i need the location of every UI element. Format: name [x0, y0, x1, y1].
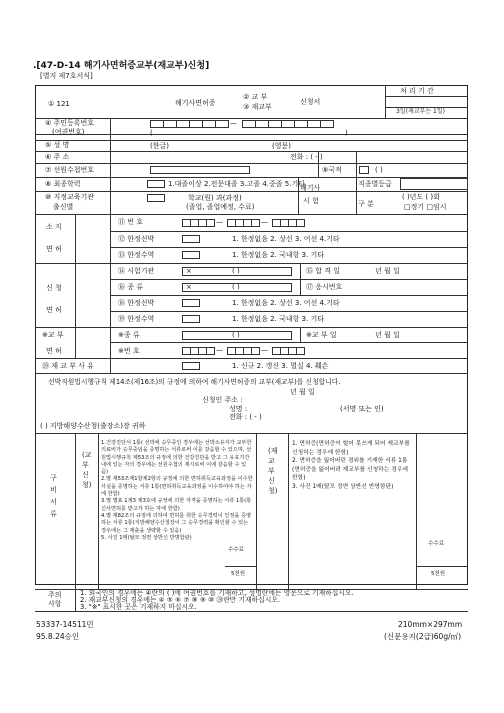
processing-period-value: 3일(재교부는 1일) — [396, 108, 445, 115]
school-input[interactable] — [147, 194, 165, 202]
name-label: ⑤ 성 명 — [45, 141, 70, 149]
reissue-reason-label: ⑳ 재 교 부 사 유 — [42, 362, 94, 370]
education-label: ⑧ 최종학력 — [45, 180, 81, 188]
digit-cell[interactable] — [251, 219, 260, 227]
digit-cell[interactable] — [242, 120, 256, 128]
nationality-checkbox[interactable] — [359, 166, 369, 174]
note-item: 3. "※" 표시한 곳은 기재하지 마십시오. — [80, 603, 197, 611]
owned-route-options: 1. 한정없음 2. 상선 3. 어선 4.기타 — [232, 235, 340, 243]
annex-label: [별지 제7호서식] — [40, 72, 93, 80]
address-phone[interactable]: 전화 : ( - ) — [290, 153, 323, 161]
issue-doc-item: 2.별 제53조제1항제2항의 규정에 의한 면허취득교육과정을 이수한 사실을 증명하는 서류 1통(면허취득교육과정을 이수하여야 하는 자에 한함) — [101, 476, 253, 498]
applied-route-label: ⑱ 한정선박 — [118, 299, 155, 307]
grade-input[interactable] — [400, 178, 468, 190]
passport-label: (여권번호) — [52, 128, 85, 136]
digit-cell[interactable] — [296, 347, 305, 355]
name-english-field[interactable]: (영문) — [272, 142, 291, 150]
applicant-address[interactable]: 신청인 주소 : — [202, 396, 243, 404]
license-label: 해기사면허증 — [175, 99, 216, 107]
digit-cell[interactable] — [189, 120, 203, 128]
applied-route-options: 1. 한정없음 2. 상선 3. 어선 4.기타 — [232, 299, 340, 307]
applied-license-label-1: 신 청 — [46, 284, 62, 292]
owned-route-input[interactable] — [182, 235, 200, 243]
applied-type-label: ⑯ 종 류 — [118, 283, 143, 291]
recipient-office: ( ) 지방해양수산청(출장소)장 귀하 — [40, 422, 146, 430]
reissue-docs-label: (재교부신청) — [268, 447, 278, 495]
digit-cell[interactable] — [206, 219, 215, 227]
digit-cell[interactable] — [215, 120, 229, 128]
documents-label: 구 비 서 류 — [50, 474, 57, 518]
reissue-docs-list — [292, 440, 414, 491]
digit-separator: — — [216, 218, 223, 226]
applicant-phone[interactable]: 전화 : ( - ) — [229, 413, 262, 421]
issue-number-label: ※번 호 — [118, 347, 140, 355]
receipt-number: ① 121 — [48, 100, 70, 108]
owned-water-options: 1. 한정없음 2. 국내항 3. 기타 — [232, 251, 325, 259]
digit-cell[interactable] — [206, 347, 215, 355]
form-title: .[47-D-14 해기사면허증교부(재교부)신청] — [33, 61, 210, 71]
exam-label: 해기사 — [300, 184, 321, 192]
exam-regular-option[interactable]: □정기 □임시 — [404, 203, 447, 211]
declaration-date[interactable]: 년 월 일 — [290, 388, 315, 396]
school-label-2: 출신별 — [53, 203, 74, 211]
address-label: ⑥ 주 소 — [45, 153, 70, 161]
paper-size: 210mm×297mm — [398, 620, 463, 629]
digit-separator: — — [261, 218, 268, 226]
name-korean-field[interactable]: (한글) — [150, 142, 169, 150]
issue-doc-item: 1.건강진단서 1통( 선박에 승무중인 경우에는 선박소유자가 교부한 의료비가 승무중임을 증명하는 서류로써 이를 갈음할 수 있으며, 선원법시행규칙 제53조의 규정에 의한 건강진단을 받고 그 유효기간내에 있는 자의 경우에는 선원수첩의 제시로써 이에 갈음할 수 있음) — [101, 440, 252, 476]
applied-exam-no-label: ⑰ 응시번호 — [306, 283, 343, 291]
issue-option: ② 교 부 — [243, 93, 268, 101]
reissue-doc-item: 1. 면허증(면허증이 헐어 못쓰게 되어 재교부를 신청하는 경우에 한함) — [292, 441, 410, 456]
reissue-doc-item: 3. 사진 1매(탈모 정면 상반신 반명함판) — [292, 483, 394, 490]
seaman-book-label: ⑦ 선원수첩번호 — [45, 166, 95, 174]
issue-docs-list — [101, 440, 253, 542]
nationality-input[interactable]: ( ) — [375, 166, 383, 174]
note-item: 2. 재교부신청의 경우에는 ④ ⑤ ⑥ ⑦ ⑧ ⑨ ⑩ ⑳란만 기재하십시오. — [80, 596, 281, 604]
digit-cell[interactable] — [202, 120, 216, 128]
pass-date-label: ⑮ 합 격 일 — [306, 267, 340, 275]
applied-water-label: ⑲ 한정수역 — [118, 315, 155, 323]
digit-cell[interactable] — [296, 219, 305, 227]
issue-date-label: ※교 부 일 — [306, 331, 337, 339]
owned-license-label-2: 면 허 — [46, 245, 62, 253]
seaman-book-input[interactable] — [150, 166, 250, 174]
pass-date-value[interactable]: 년 월 일 — [375, 267, 400, 275]
passport-paren-close: ) — [345, 129, 348, 137]
digit-separator: — — [261, 346, 268, 354]
processing-period-label: 처 리 기 간 — [400, 87, 434, 95]
notes-label: 주의 사항 — [48, 591, 62, 608]
applied-type-paren: ( ) — [232, 283, 240, 291]
digit-cell[interactable] — [281, 120, 295, 128]
digit-cell[interactable] — [163, 120, 177, 128]
issue-fee-label: 수수료 — [228, 547, 244, 553]
owned-water-input[interactable] — [182, 251, 200, 259]
reissue-reason-input[interactable] — [182, 362, 200, 370]
owned-number-label: ⑪ 번 호 — [118, 218, 143, 226]
applicant-name[interactable]: 성명 : — [229, 405, 248, 413]
exam-office-check: × — [186, 267, 192, 275]
division-label: 구 분 — [358, 200, 374, 208]
school-label: ⑩ 지정교육기관 — [45, 193, 95, 201]
applicant-signature[interactable]: (서명 또는 인) — [340, 405, 384, 413]
exam-office-label: ⑭ 시험기관 — [118, 267, 155, 275]
education-input[interactable] — [147, 180, 165, 188]
applied-water-input[interactable] — [182, 315, 200, 323]
reissue-option: ③ 재교부 — [243, 103, 272, 111]
application-label: 신청서 — [300, 98, 321, 106]
reissue-fee-value: 5천원 — [431, 571, 446, 577]
issue-type-paren: ( ) — [232, 331, 240, 339]
issue-doc-item: 5. 사진 1매(탈모 정면 상반신 반명함판) — [101, 534, 192, 541]
issue-docs-label: (교부신청) — [82, 451, 92, 489]
issue-type-label: ※종 류 — [118, 331, 140, 339]
digit-separator: — — [230, 119, 237, 127]
paper-type: (신문용지(2급)60g/㎡) — [384, 632, 462, 641]
digit-cell[interactable] — [255, 120, 269, 128]
digit-cell[interactable] — [176, 120, 190, 128]
declaration-statement: 선박직원법시행규칙 제14조(제16조)의 규정에 의하여 해기사면허증의 교부(재교부)를 신청합니다. — [48, 378, 341, 386]
education-options: 1.대졸이상 2.전문대졸 3.고졸 4.중졸 5.기타 — [168, 180, 305, 188]
passport-paren: ( — [150, 129, 153, 137]
grade-label: 직종별등급 — [358, 180, 392, 188]
applied-route-input[interactable] — [182, 299, 200, 307]
digit-cell[interactable] — [150, 120, 164, 128]
applied-license-label-2: 면 허 — [46, 306, 62, 314]
rrn-label: ④ 주민등록번호 — [45, 119, 95, 127]
digit-cell[interactable] — [294, 120, 308, 128]
issue-license-label-1: ※교 부 — [42, 331, 64, 339]
issue-doc-item: 3.별 별표 1제3 제3호에 규정에 의한 자격을 증명하는 서류 1통(통신사면허를 받고자 하는 자에 한함) — [101, 498, 252, 512]
issue-date-value[interactable]: 년 월 일 — [375, 331, 400, 339]
applied-water-options: 1. 한정없음 2. 국내항 3. 기타 — [232, 315, 325, 323]
notes-list — [80, 590, 354, 611]
reissue-fee-label: 수수료 — [428, 541, 444, 547]
digit-cell[interactable] — [268, 120, 282, 128]
school-text: 학교(원) 과(과정) — [188, 194, 242, 202]
applied-type-check: × — [186, 283, 192, 291]
issue-license-label-2: 면 허 — [46, 347, 62, 355]
nationality-label: ⑨국적 — [322, 166, 342, 174]
exam-label-2: 시 험 — [303, 197, 319, 205]
digit-cell[interactable] — [320, 120, 334, 128]
issue-fee-value: 5천원 — [231, 571, 246, 577]
digit-separator: — — [216, 346, 223, 354]
owned-license-label-1: 소 지 — [46, 223, 62, 231]
owned-route-label: ⑫ 한정선박 — [118, 235, 155, 243]
reissue-doc-item: 2. 면허증을 잃어버린 경위를 기재한 서류 1통(면허증을 잃어버려 재교부를 신청하는 경우에 한함) — [292, 458, 409, 481]
exam-year-field[interactable]: ( )년도 ( )회 — [402, 193, 440, 201]
exam-office-paren: ( ) — [232, 267, 240, 275]
note-item: 1. 외국인의 경우에는 ④란의 ( )에 여권번호를 기재하고, 성명란에는 영문으로 기재하십시오. — [80, 589, 354, 597]
digit-cell[interactable] — [307, 120, 321, 128]
form-code: 53337-14511민 — [36, 620, 94, 629]
school-text-2: (졸업, 졸업예정, 수료) — [186, 203, 255, 211]
reissue-reason-options: 1. 신규 2. 갱신 3. 멸실 4. 훼손 — [232, 362, 329, 370]
digit-cell[interactable] — [251, 347, 260, 355]
issue-doc-item: 4.별 제82조의 규정에 의하여 면허를 취한 승무경력이 인정을 증명하는 서류 1통(지방해양수산청장이 그 승무경력을 확인할 수 있는 경우에는 그 제출을 생략할 수 있음) — [101, 512, 252, 534]
owned-water-label: ⑬ 한정수역 — [118, 251, 155, 259]
approval-date: 95.8.24승인 — [36, 632, 80, 641]
